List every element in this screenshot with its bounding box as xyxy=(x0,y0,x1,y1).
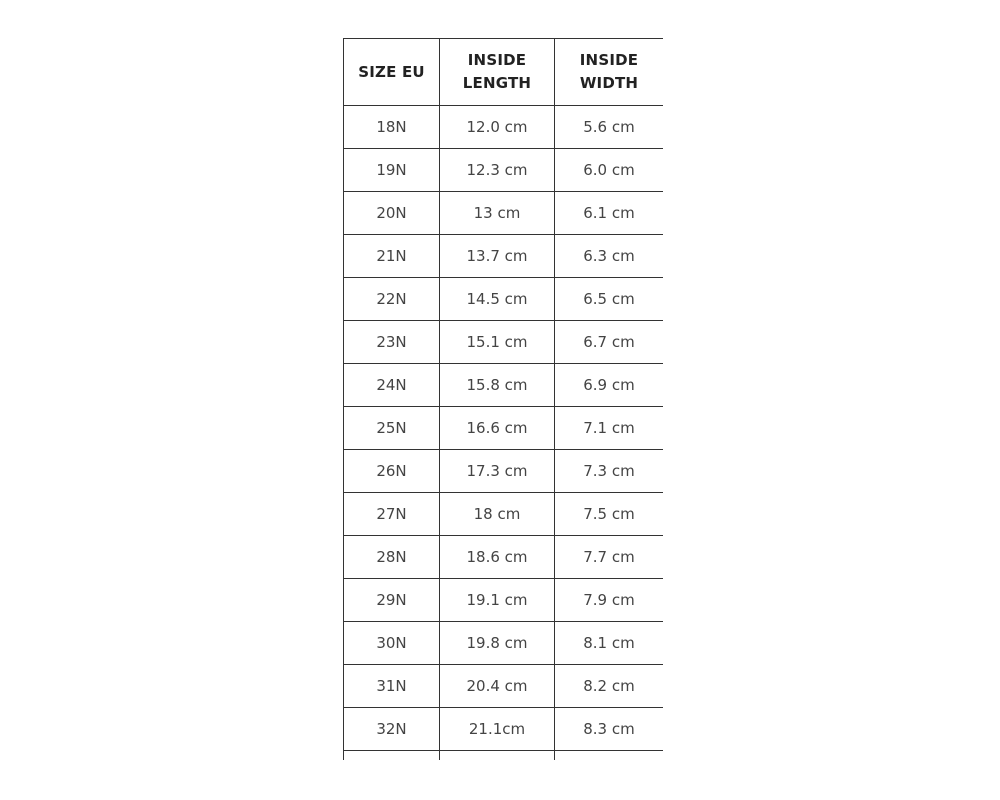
cell-inside-length: 18.6 cm xyxy=(440,536,555,579)
table-row xyxy=(344,450,664,493)
header-row xyxy=(344,39,664,106)
cell-inside-width: 6.7 cm xyxy=(555,321,664,364)
table-row xyxy=(344,708,664,751)
cell-inside-width: 6.3 cm xyxy=(555,235,664,278)
cell-inside-length: 19.8 cm xyxy=(440,622,555,665)
cell-size: 21N xyxy=(344,235,440,278)
table-row xyxy=(344,321,664,364)
table-row xyxy=(344,579,664,622)
cell-inside-length: 18 cm xyxy=(440,493,555,536)
cell-size: 29N xyxy=(344,579,440,622)
cell-inside-length: 21.1cm xyxy=(440,708,555,751)
cell-size: 30N xyxy=(344,622,440,665)
table-row xyxy=(344,622,664,665)
cell-size: 19N xyxy=(344,149,440,192)
header-inside-width: INSIDE WIDTH xyxy=(555,39,664,106)
size-chart-container xyxy=(343,38,663,760)
cell-inside-length: 15.8 cm xyxy=(440,364,555,407)
cell-inside-length: 14.5 cm xyxy=(440,278,555,321)
table-row-partial xyxy=(344,751,664,761)
cell-inside-width: 6.9 cm xyxy=(555,364,664,407)
cell-inside-width: 8.1 cm xyxy=(555,622,664,665)
cell-inside-length: 15.1 cm xyxy=(440,321,555,364)
cell-size: 28N xyxy=(344,536,440,579)
cell-inside-width: 6.0 cm xyxy=(555,149,664,192)
cell-inside-width: 6.1 cm xyxy=(555,192,664,235)
cell-size: 20N xyxy=(344,192,440,235)
header-size-eu: SIZE EU xyxy=(344,39,440,106)
table-row xyxy=(344,536,664,579)
table-row xyxy=(344,407,664,450)
table-row xyxy=(344,493,664,536)
cell-size: 26N xyxy=(344,450,440,493)
cell-size: 18N xyxy=(344,106,440,149)
cell-size: 23N xyxy=(344,321,440,364)
table-row xyxy=(344,149,664,192)
table-row xyxy=(344,278,664,321)
cell-inside-length: 20.4 cm xyxy=(440,665,555,708)
cell-inside-length: 12.3 cm xyxy=(440,149,555,192)
cell-inside-width: 7.9 cm xyxy=(555,579,664,622)
cell-inside-length xyxy=(440,751,555,761)
table-row xyxy=(344,192,664,235)
cell-inside-length: 13.7 cm xyxy=(440,235,555,278)
header-inside-length: INSIDE LENGTH xyxy=(440,39,555,106)
cell-inside-width xyxy=(555,751,664,761)
cell-size: 25N xyxy=(344,407,440,450)
cell-inside-width: 7.5 cm xyxy=(555,493,664,536)
table-row xyxy=(344,235,664,278)
cell-inside-width: 6.5 cm xyxy=(555,278,664,321)
cell-inside-length: 12.0 cm xyxy=(440,106,555,149)
cell-size xyxy=(344,751,440,761)
table-row xyxy=(344,364,664,407)
cell-size: 27N xyxy=(344,493,440,536)
size-chart-table xyxy=(343,38,663,760)
cell-inside-width: 7.1 cm xyxy=(555,407,664,450)
cell-size: 32N xyxy=(344,708,440,751)
cell-inside-length: 19.1 cm xyxy=(440,579,555,622)
cell-size: 24N xyxy=(344,364,440,407)
cell-inside-length: 17.3 cm xyxy=(440,450,555,493)
cell-inside-width: 7.3 cm xyxy=(555,450,664,493)
cell-inside-width: 7.7 cm xyxy=(555,536,664,579)
cell-inside-length: 16.6 cm xyxy=(440,407,555,450)
cell-size: 22N xyxy=(344,278,440,321)
cell-inside-width: 8.2 cm xyxy=(555,665,664,708)
table-row xyxy=(344,106,664,149)
cell-inside-width: 5.6 cm xyxy=(555,106,664,149)
cell-inside-length: 13 cm xyxy=(440,192,555,235)
cell-inside-width: 8.3 cm xyxy=(555,708,664,751)
cell-size: 31N xyxy=(344,665,440,708)
table-row xyxy=(344,665,664,708)
